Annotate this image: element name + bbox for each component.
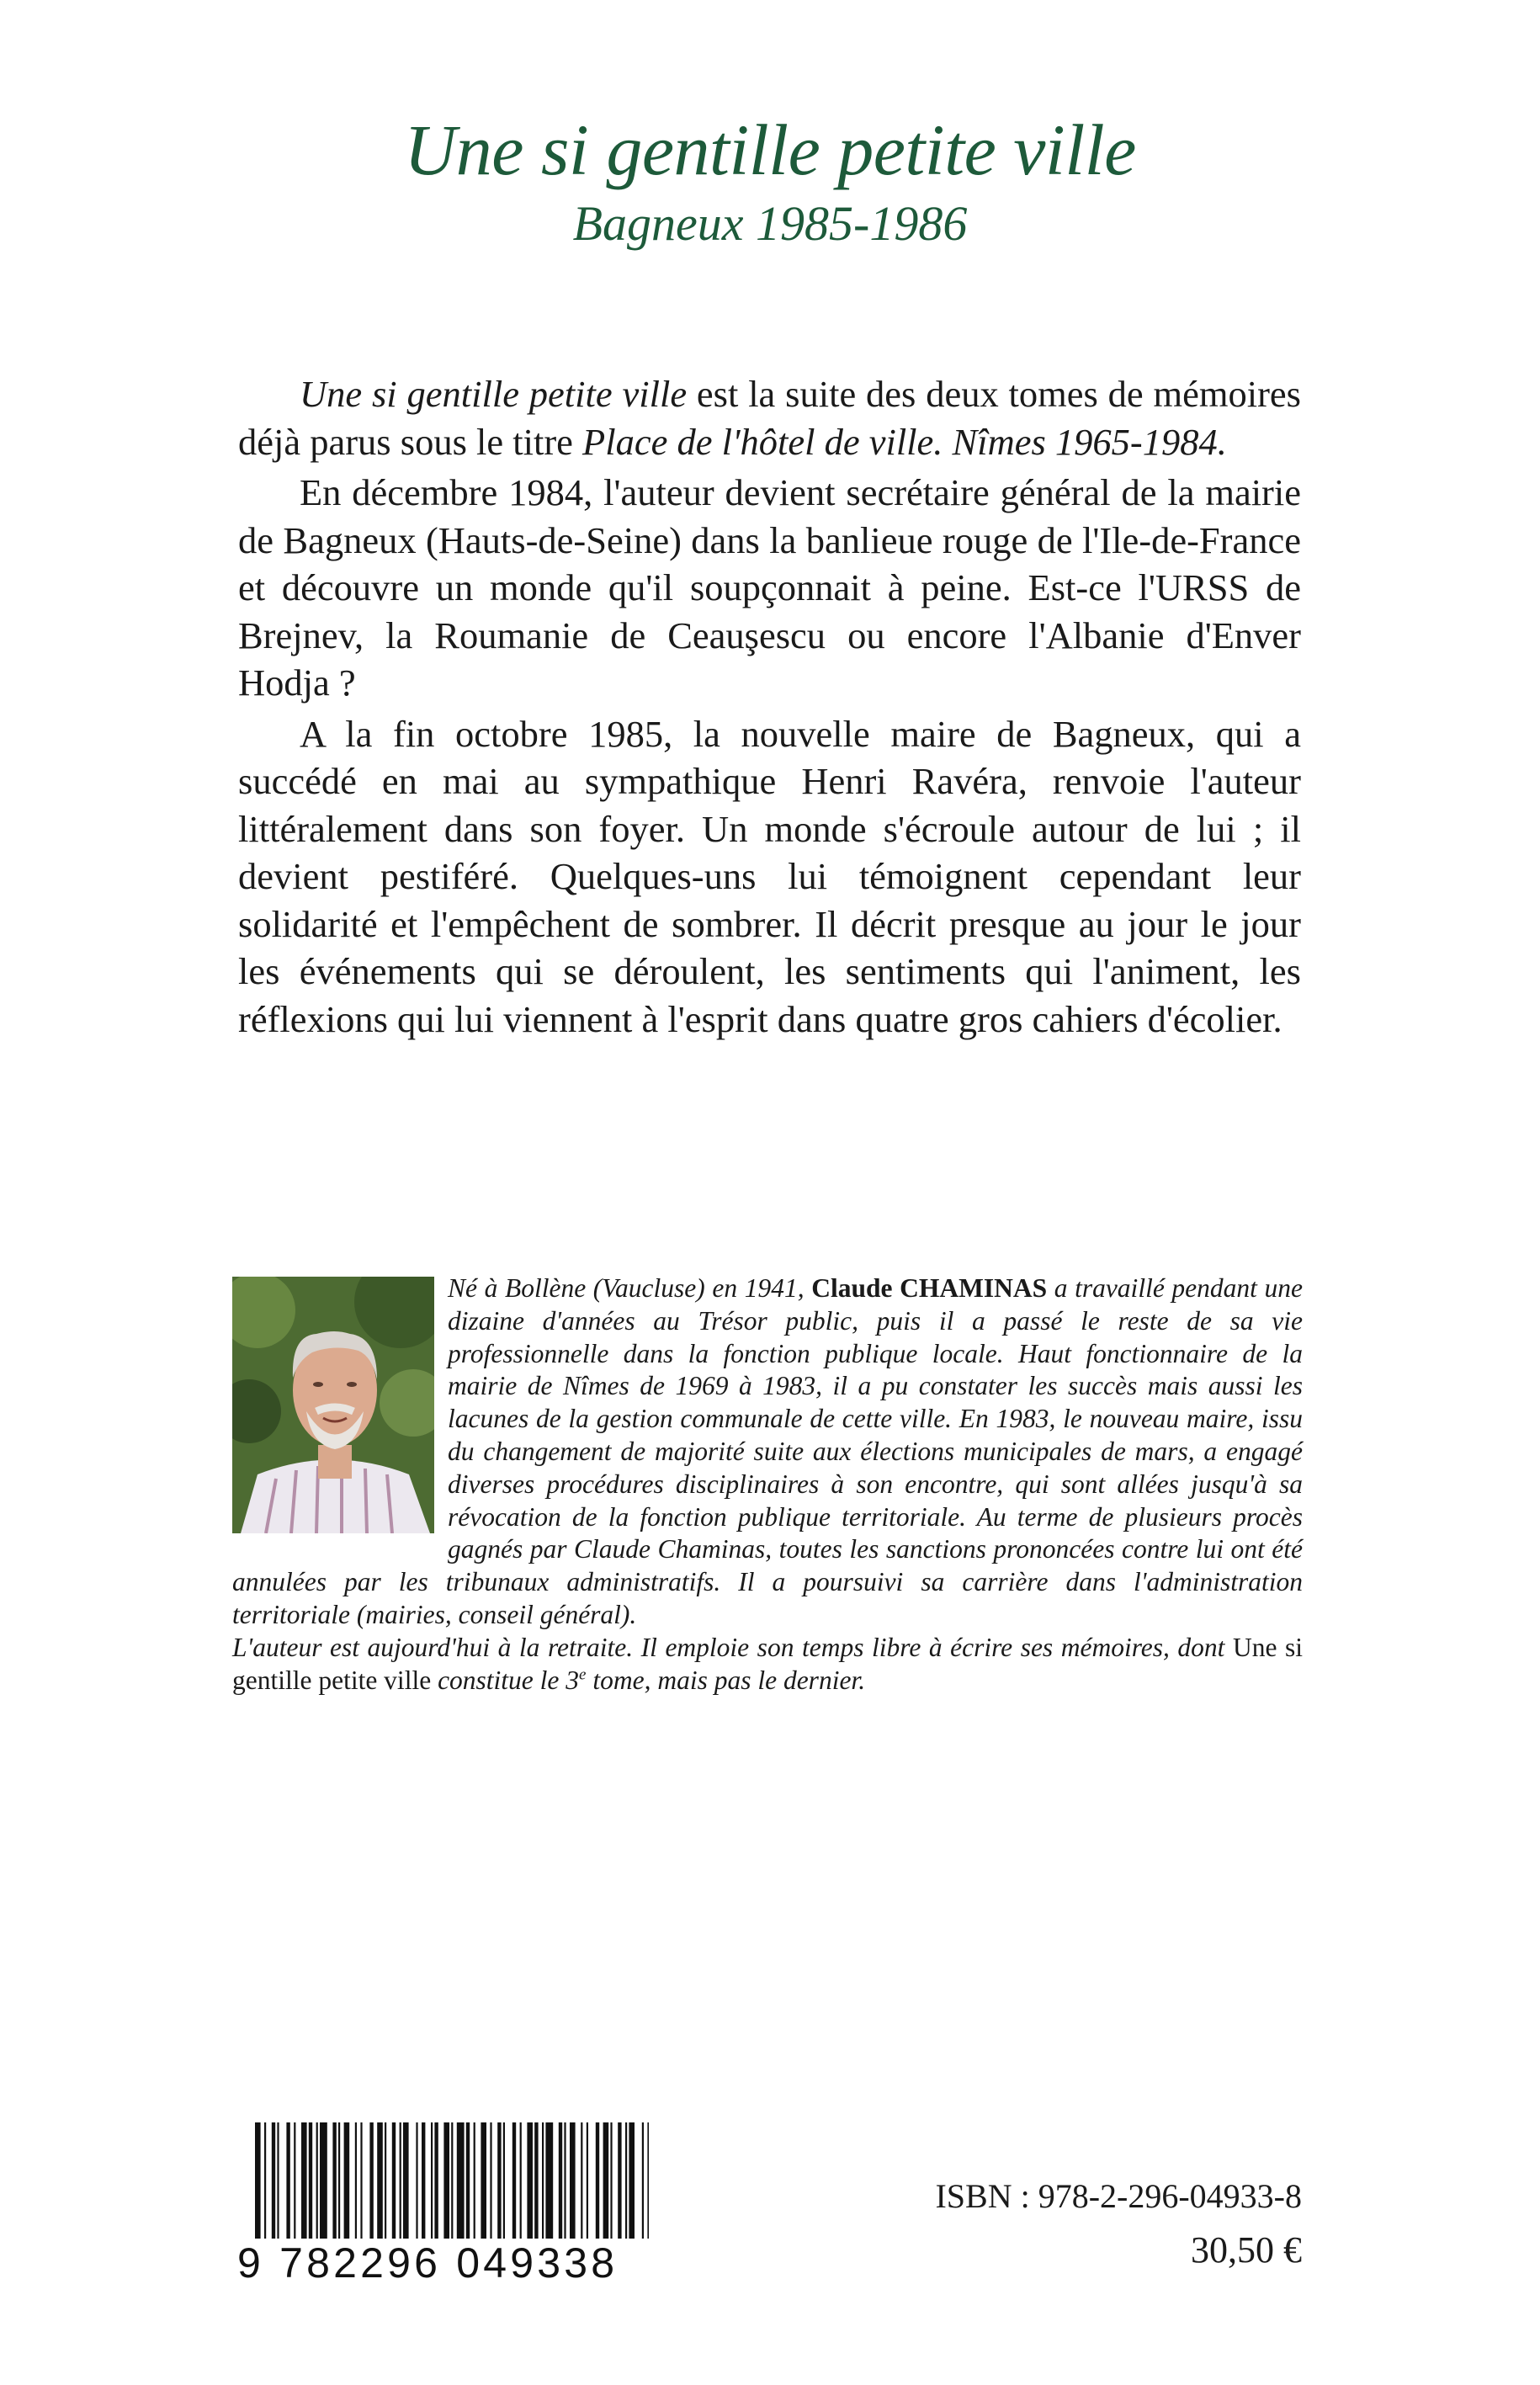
book-title: Une si gentille petite ville bbox=[404, 109, 1136, 190]
author-name: Claude CHAMINAS bbox=[811, 1273, 1048, 1303]
book-subtitle: Bagneux 1985-1986 bbox=[572, 196, 968, 251]
isbn: ISBN : 978-2-296-04933-8 bbox=[935, 2177, 1302, 2215]
author-bio bbox=[232, 1272, 1303, 1697]
barcode-digits: 9 782296 049338 bbox=[237, 2239, 619, 2287]
bio-paragraph-2: L'auteur est aujourd'hui à la retraite. Il emploie son temps libre à écrire ses mémoires, dont Une si gentille petite ville constitue le 3e tome, mais pas le dernier. bbox=[232, 1632, 1303, 1695]
price: 30,50 € bbox=[1191, 2229, 1302, 2271]
summary-previous-book-ref: Place de l'hôtel de ville. Nîmes 1965-1984. bbox=[582, 420, 1227, 463]
summary-paragraph-2: En décembre 1984, l'auteur devient secrétaire général de la mairie de Bagneux (Hauts-de-Seine) dans la banlieue rouge de l'Ile-de-France et découvre un monde qu'il soupçonnait à peine. Est-ce l'URSS de Brejnev, la Roumanie de Ceauşescu ou encore l'Albanie d'Enver Hodja ? bbox=[238, 471, 1301, 704]
bio-book-title: Une si gentille petite ville bbox=[232, 1632, 1303, 1695]
bio-paragraph-1: Né à Bollène (Vaucluse) en 1941, Claude CHAMINAS a travaillé pendant une dizaine d'années au Trésor public, puis il a passé le reste de sa vie professionnelle dans la fonction publique locale. Haut fonctionnaire de la mairie de Nîmes de 1969 à 1983, il a pu constater les succès mais aussi les lacunes de la gestion communale de cette ville. En 1983, le nouveau maire, issu du changement de majorité suite aux élections municipales de mars, a engagé diverses procédures disciplinaires à son encontre, qui sont allées jusqu'à sa révocation de la fonction publique territoriale. Au terme de plusieurs procès gagnés par Claude Chaminas, toutes les sanctions prononcées contre lui ont été annulées par les tribunaux administratifs. Il a poursuivi sa carrière dans l'administration territoriale (mairies, conseil général). bbox=[232, 1273, 1303, 1629]
barcode bbox=[255, 2122, 649, 2239]
book-summary bbox=[238, 370, 1301, 1043]
summary-paragraph-3: A la fin octobre 1985, la nouvelle maire de Bagneux, qui a succédé en mai au sympathique Henri Ravéra, renvoie l'auteur littéralement dans son foyer. Un monde s'écroule autour de lui ; il devient pestiféré. Quelques-uns lui témoignent cependant leur solidarité et l'empêchent de sombrer. Il décrit presque au jour le jour les événements qui se déroulent, les sentiments qui l'animent, les réflexions qui lui viennent à l'esprit dans quatre gros cahiers d'écolier. bbox=[238, 712, 1301, 1040]
photo-spacer bbox=[232, 1272, 448, 1559]
summary-title-ref: Une si gentille petite ville bbox=[300, 373, 688, 415]
summary-paragraph-1: Une si gentille petite ville est la suite des deux tomes de mémoires déjà parus sous le titre Place de l'hôtel de ville. Nîmes 1965-1984. bbox=[238, 373, 1301, 463]
